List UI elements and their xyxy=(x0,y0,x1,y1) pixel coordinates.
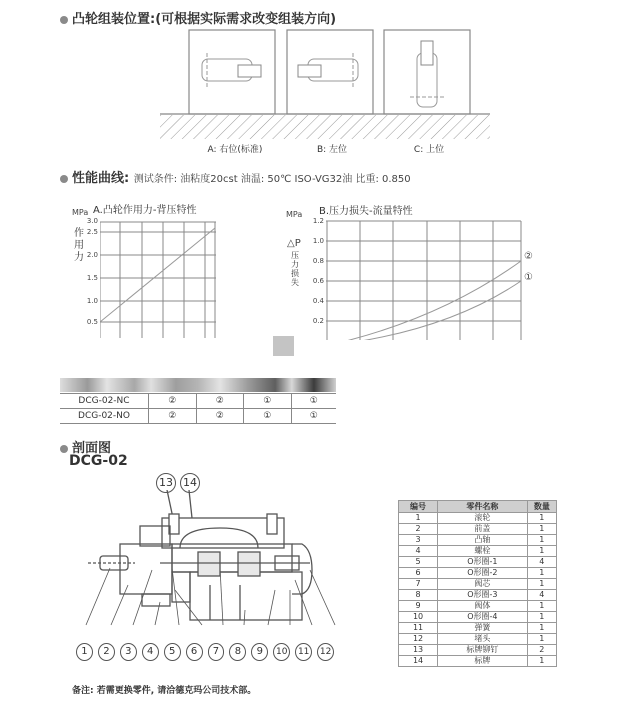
part-no: 1 xyxy=(399,513,438,524)
table-cell: ① xyxy=(244,394,292,409)
callout-label: 7 xyxy=(212,646,220,657)
callout-label: 10 xyxy=(276,647,288,657)
table-row xyxy=(399,656,557,667)
chart-b-ytick: 0.8 xyxy=(312,257,324,265)
part-no: 2 xyxy=(399,524,438,535)
chart-b-title: B.压力损失-流量特性 xyxy=(319,206,413,217)
table-row xyxy=(399,601,557,612)
model-cell: DCG-02-NC xyxy=(60,394,149,409)
part-qty: 1 xyxy=(527,568,556,579)
table-row xyxy=(399,568,557,579)
chart-b-ytick: 0.2 xyxy=(312,317,324,325)
model-cell: DCG-02-NO xyxy=(60,409,149,424)
chart-b-legend-2: ② xyxy=(524,251,533,262)
callout-label: 14 xyxy=(183,476,197,489)
part-name: 标牌铆钉 xyxy=(438,645,528,656)
bottom-callouts xyxy=(76,643,334,661)
callout-label: 3 xyxy=(125,646,132,657)
part-name: 堵头 xyxy=(438,634,528,645)
part-qty: 1 xyxy=(527,579,556,590)
delta-p-symbol: △P xyxy=(287,238,301,249)
callout-label: 4 xyxy=(147,646,154,657)
callout-label: 2 xyxy=(103,646,110,657)
table-row xyxy=(399,557,557,568)
chart-a-series-line xyxy=(100,228,215,322)
part-name: 标牌 xyxy=(438,656,528,667)
part-name: O形圈-1 xyxy=(438,557,528,568)
header-no: 编号 xyxy=(399,501,438,513)
bullet-icon xyxy=(60,16,68,24)
chart-a-ytick: 2.0 xyxy=(86,251,98,259)
callout-label: 5 xyxy=(168,646,176,657)
table-row xyxy=(399,579,557,590)
table-cell: ① xyxy=(291,394,336,409)
chart-b-ytick: 0.6 xyxy=(312,277,324,285)
chart-a-plot xyxy=(100,220,218,338)
part-qty: 1 xyxy=(527,623,556,634)
cam-position-diagram xyxy=(160,25,490,145)
parts-table-header xyxy=(399,501,557,513)
callout-label: 11 xyxy=(297,647,310,657)
connection-table xyxy=(60,393,336,424)
bullet-icon xyxy=(60,175,68,183)
chart-a-title: A.凸轮作用力-背压特性 xyxy=(93,205,197,216)
chart-a-ytick: 3.0 xyxy=(86,217,98,225)
table-row xyxy=(399,513,557,524)
part-qty: 1 xyxy=(527,535,556,546)
part-name: 前盖 xyxy=(438,524,528,535)
chart-b-ytick: 0.4 xyxy=(312,297,324,305)
callout-10 xyxy=(273,643,290,661)
part-qty: 1 xyxy=(527,601,556,612)
part-name: 阀体 xyxy=(438,601,528,612)
chart-b-legend-1: ① xyxy=(524,272,533,283)
table-cell: ② xyxy=(196,409,244,424)
valve-cross-section xyxy=(80,490,340,630)
table-row xyxy=(399,645,557,656)
part-no: 7 xyxy=(399,579,438,590)
part-qty: 1 xyxy=(527,546,556,557)
section-view-title-text: 剖面图 xyxy=(72,441,112,456)
table-cell: ② xyxy=(196,394,244,409)
callout-label: 6 xyxy=(190,646,198,657)
callout-11 xyxy=(295,643,312,661)
part-no: 14 xyxy=(399,656,438,667)
part-name: 滚轮 xyxy=(438,513,528,524)
part-no: 11 xyxy=(399,623,438,634)
redacted-table-header xyxy=(60,378,336,392)
part-name: 阀芯 xyxy=(438,579,528,590)
part-qty: 1 xyxy=(527,524,556,535)
table-row xyxy=(399,612,557,623)
chart-a-ytick: 2.5 xyxy=(86,228,98,236)
callout-9 xyxy=(251,643,268,661)
part-qty: 1 xyxy=(527,656,556,667)
chart-b-ylabel: 压力损失 xyxy=(291,251,299,287)
parts-table xyxy=(398,500,557,667)
table-cell: ① xyxy=(244,409,292,424)
part-qty: 1 xyxy=(527,513,556,524)
part-no: 5 xyxy=(399,557,438,568)
footnote: 备注: 若需更换零件, 请洽德克玛公司技术部。 xyxy=(72,686,257,696)
redacted-block xyxy=(273,336,294,356)
callout-1 xyxy=(76,643,93,661)
callout-label: 9 xyxy=(256,646,264,657)
callout-12 xyxy=(317,643,334,661)
part-qty: 1 xyxy=(527,634,556,645)
part-qty: 4 xyxy=(527,590,556,601)
callout-label: 13 xyxy=(159,476,173,489)
part-no: 6 xyxy=(399,568,438,579)
part-no: 13 xyxy=(399,645,438,656)
part-no: 10 xyxy=(399,612,438,623)
perf-section-title xyxy=(60,167,411,186)
part-no: 9 xyxy=(399,601,438,612)
table-row xyxy=(399,623,557,634)
callout-6 xyxy=(186,643,203,661)
header-name: 零件名称 xyxy=(438,501,528,513)
chart-b-unit: MPa xyxy=(286,210,303,219)
callout-7 xyxy=(208,643,225,661)
position-c-label: C: 上位 xyxy=(413,145,445,155)
perf-section-title-text: 性能曲线: xyxy=(72,171,130,186)
chart-b-ytick: 1.2 xyxy=(312,217,324,225)
part-name: O形圈-4 xyxy=(438,612,528,623)
callout-5 xyxy=(164,643,181,661)
model-title: DCG-02 xyxy=(69,453,128,469)
callout-label: 8 xyxy=(234,646,242,657)
part-no: 4 xyxy=(399,546,438,557)
callout-8 xyxy=(229,643,246,661)
part-name: O形圈-2 xyxy=(438,568,528,579)
table-row xyxy=(60,409,336,424)
part-qty: 2 xyxy=(527,645,556,656)
table-cell: ① xyxy=(291,409,336,424)
table-row xyxy=(399,546,557,557)
part-name: O形圈-3 xyxy=(438,590,528,601)
table-cell: ② xyxy=(149,409,197,424)
callout-label: 1 xyxy=(81,646,88,657)
chart-a-ytick: 1.0 xyxy=(86,297,98,305)
part-name: 凸轴 xyxy=(438,535,528,546)
position-b-label: B: 左位 xyxy=(316,145,348,155)
position-c-box xyxy=(384,30,470,114)
bullet-icon xyxy=(60,445,68,453)
position-a-box xyxy=(189,30,275,114)
chart-b-series-1 xyxy=(361,281,521,340)
part-no: 8 xyxy=(399,590,438,601)
part-no: 3 xyxy=(399,535,438,546)
chart-a-ytick: 0.5 xyxy=(86,318,98,326)
position-b-box xyxy=(287,30,373,114)
table-row xyxy=(60,394,336,409)
chart-a-ylabel: 作用力 xyxy=(74,228,84,263)
part-name: 螺栓 xyxy=(438,546,528,557)
table-row xyxy=(399,535,557,546)
position-a-label: A: 右位(标准) xyxy=(207,145,263,155)
part-no: 12 xyxy=(399,634,438,645)
chart-b-plot xyxy=(326,220,526,340)
header-qty: 数量 xyxy=(527,501,556,513)
chart-a-unit: MPa xyxy=(72,208,89,217)
redacted-block xyxy=(60,338,225,356)
cam-section-title-text: 凸轮组装位置:(可根据实际需求改变组装方向) xyxy=(72,12,337,27)
table-row xyxy=(399,524,557,535)
test-conditions: 测试条件: 油粘度20cst 油温: 50℃ ISO-VG32油 比重: 0.850 xyxy=(133,174,411,185)
table-row xyxy=(399,634,557,645)
table-row xyxy=(399,590,557,601)
part-qty: 4 xyxy=(527,557,556,568)
part-name: 弹簧 xyxy=(438,623,528,634)
chart-a-ytick: 1.5 xyxy=(86,274,98,282)
callout-3 xyxy=(120,643,137,661)
callout-4 xyxy=(142,643,159,661)
callout-label: 12 xyxy=(319,647,332,657)
chart-b-ytick: 1.0 xyxy=(312,237,324,245)
table-cell: ② xyxy=(149,394,197,409)
part-qty: 1 xyxy=(527,612,556,623)
callout-2 xyxy=(98,643,115,661)
